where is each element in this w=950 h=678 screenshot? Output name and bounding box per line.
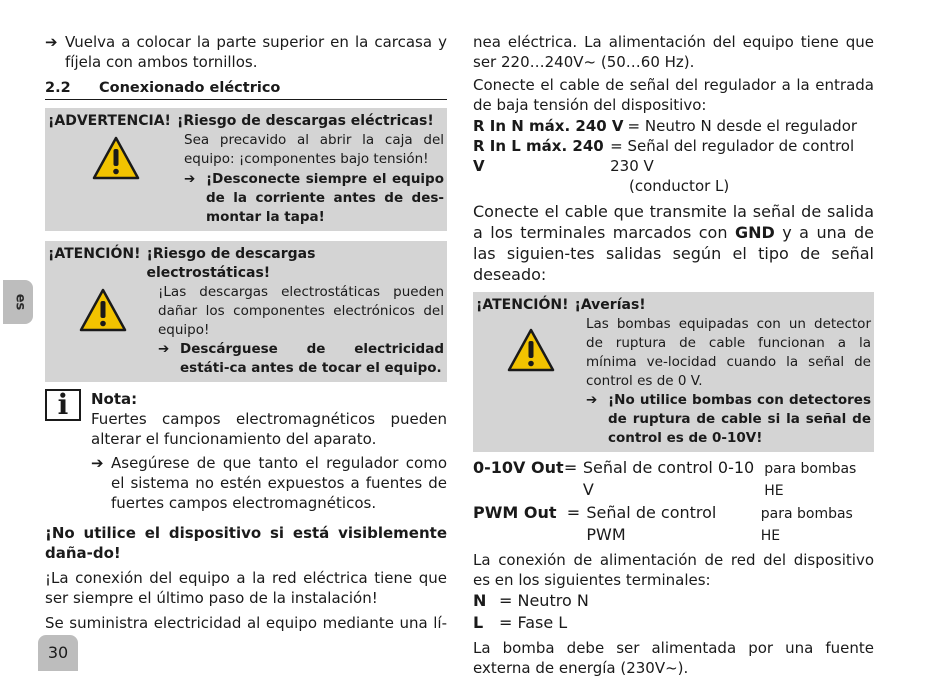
terminal-label: L [473, 613, 484, 632]
arrow-right-icon: ➔ [158, 341, 170, 357]
attention-step [158, 340, 444, 378]
paragraph-part: Conecte el cable que transmite la señal de salida a los terminales marcados con [473, 202, 874, 242]
terminal-text: = Neutro N [499, 591, 589, 610]
arrow-right-icon: ➔ [184, 171, 196, 187]
warning-triangle-icon [506, 327, 556, 373]
terminal-n [473, 590, 874, 612]
output-label: PWM Out [473, 503, 557, 522]
intro-step [45, 32, 447, 72]
attention-heading [48, 245, 444, 283]
terminal-text: = Señal del regulador de control 230 V [610, 137, 855, 175]
output-text: Señal de control PWM [586, 503, 717, 544]
attention-title: ¡Riesgo de descargas electrostáticas! [146, 246, 316, 281]
warning-step [184, 170, 444, 227]
warning-triangle-icon [91, 135, 141, 181]
note-text: Fuertes campos electromagnéticos pueden alterar el funcionamiento del aparato. [91, 410, 447, 448]
note-title: Nota: [91, 390, 138, 408]
section-number: 2.2 [45, 80, 71, 96]
warning-step-text: ¡Desconecte siempre el equipo de la corriente antes de des-montar la tapa! [206, 171, 444, 225]
terminal-rin-l [473, 136, 874, 176]
equals-sign: = [563, 458, 578, 477]
attention-keyword: ¡ATENCIÓN! [476, 297, 569, 313]
note-block [45, 389, 447, 513]
warning-triangle-icon [78, 287, 128, 333]
attention-title: ¡Averías! [574, 297, 646, 313]
attention-step [586, 391, 871, 448]
terminal-label: R In L máx. 240 V [473, 137, 604, 175]
gnd-label: GND [734, 223, 775, 242]
equals-sign: = [566, 503, 581, 522]
terminal-l [473, 612, 874, 634]
output-0-10v [473, 457, 874, 502]
attention-heading [476, 296, 871, 315]
language-tab-label: es [12, 293, 28, 311]
attention-keyword: ¡ATENCIÓN! [48, 246, 141, 262]
attention-text: ¡Las descargas electrostáticas pueden dañar los componentes electrónicos del equipo! [158, 284, 444, 338]
section-heading [45, 78, 447, 100]
warning-title: ¡Riesgo de descargas eléctricas! [176, 113, 434, 129]
note-step [91, 453, 447, 513]
paragraph: Conecte el cable de señal del regulador a la entrada de baja tensión del dispositivo: [473, 76, 874, 114]
terminal-text: = Fase L [499, 613, 568, 632]
language-tab [3, 280, 33, 324]
arrow-right-icon: ➔ [91, 454, 104, 472]
output-label: 0-10V Out [473, 458, 564, 477]
paragraph: nea eléctrica. La alimentación del equipo tiene que ser 220…240V~ (50…60 Hz). [473, 33, 874, 71]
left-column [45, 32, 447, 633]
warning-heading [48, 112, 444, 131]
paragraph-part: y a una de las siguien-tes salidas según el tipo de señal deseado: [473, 223, 875, 284]
terminal-label: N [473, 591, 487, 610]
paragraph [473, 201, 874, 285]
attention-step-text: ¡No utilice bombas con detectores de ruptura de cable si la señal de control es de 0-10V! [608, 392, 871, 446]
paragraph: Se suministra electricidad al equipo mediante una lí- [45, 614, 447, 632]
warning-text: Sea precavido al abrir la caja del equipo: ¡componentes bajo tensión! [184, 132, 444, 167]
terminal-rin-n [473, 116, 874, 136]
output-text: Señal de control 0-10 V [582, 458, 755, 499]
output-note: para bombas HE [764, 461, 857, 499]
attention-box-faults [473, 292, 874, 452]
output-note: para bombas HE [760, 506, 853, 544]
arrow-right-icon: ➔ [45, 33, 58, 51]
right-column [473, 32, 874, 678]
warning-box-electrostatic [45, 241, 447, 382]
note-step-text: Asegúrese de que tanto el regulador como el sistema no estén expuestos a fuentes de fuertes campos electromagnéticos. [111, 454, 447, 512]
paragraph: ¡La conexión del equipo a la red eléctrica tiene que ser siempre el último paso de la instalación! [45, 569, 447, 607]
info-icon: i [45, 389, 81, 421]
attention-text: Las bombas equipadas con un detector de ruptura de cable funcionan a la mínima ve-locidad cuando la señal de control es de 0 V. [586, 316, 871, 389]
terminal-text-continued: (conductor L) [629, 177, 730, 195]
attention-step-text: Descárguese de electricidad estáti-ca antes de tocar el equipo. [180, 341, 444, 376]
intro-step-text: Vuelva a colocar la parte superior en la carcasa y fíjela con ambos tornillos. [65, 33, 447, 71]
output-pwm [473, 502, 874, 547]
arrow-right-icon: ➔ [586, 392, 598, 408]
terminal-label: R In N máx. 240 V [473, 117, 624, 135]
terminal-text: = Neutro N desde el regulador [627, 117, 858, 135]
bold-warning: ¡No utilice el dispositivo si está visiblemente daña-do! [45, 524, 447, 562]
warning-box-electric [45, 108, 447, 231]
warning-keyword: ¡ADVERTENCIA! [48, 113, 171, 129]
section-title: Conexionado eléctrico [99, 80, 281, 96]
paragraph: La bomba debe ser alimentada por una fuente externa de energía (230V~). [473, 639, 874, 677]
page-number: 30 [38, 635, 78, 671]
paragraph: La conexión de alimentación de red del dispositivo es en los siguientes terminales: [473, 551, 874, 589]
